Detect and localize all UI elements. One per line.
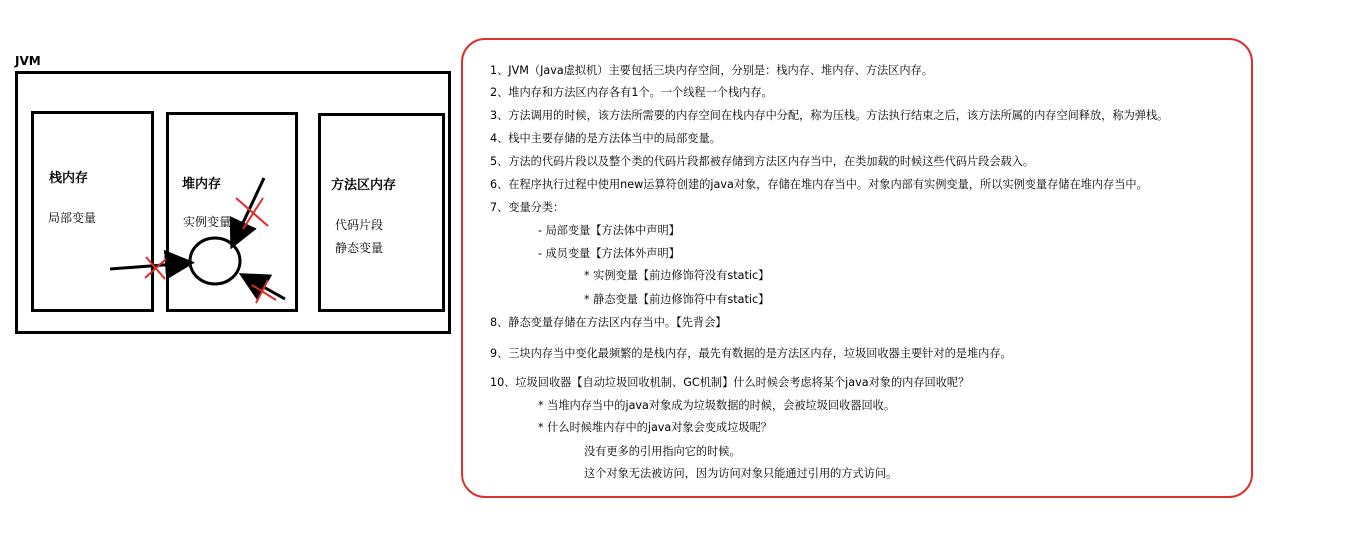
note-line-12: 8、静态变量存储在方法区内存当中。【先背会】 (490, 316, 727, 329)
note-line-8: - 局部变量【方法体中声明】 (538, 224, 680, 237)
heap-object-circle (190, 238, 240, 284)
cross-mark-left (145, 257, 166, 279)
reference-arrow-top (233, 178, 264, 244)
note-line-17: 没有更多的引用指向它的时候。 (584, 445, 741, 458)
notes-panel (461, 38, 1253, 498)
method-area-item-static: 静态变量 (335, 241, 384, 255)
note-line-11: * 静态变量【前边修饰符中有static】 (584, 293, 770, 306)
note-line-7: 7、变量分类： (490, 201, 565, 214)
note-line-4: 4、栈中主要存储的是方法体当中的局部变量。 (490, 132, 721, 145)
note-line-2: 2、堆内存和方法区内存各有1个。一个线程一个栈内存。 (490, 86, 773, 99)
reference-arrow-from-stack (110, 263, 189, 269)
heap-title: 堆内存 (182, 177, 222, 192)
method-area-title: 方法区内存 (331, 178, 397, 193)
stack-item: 局部变量 (48, 211, 97, 225)
note-line-16: * 什么时候堆内存中的java对象会变成垃圾呢？ (538, 421, 772, 434)
note-line-10: * 实例变量【前边修饰符没有static】 (584, 269, 770, 282)
note-line-9: - 成员变量【方法体外声明】 (538, 247, 680, 260)
note-line-5: 5、方法的代码片段以及整个类的代码片段都被存储到方法区内存当中，在类加载的时候这些代码片段会载入。 (490, 155, 1035, 168)
note-line-18: 这个对象无法被访问，因为访问对象只能通过引用的方式访问。 (584, 467, 898, 480)
heap-item: 实例变量 (183, 215, 232, 229)
stack-title: 栈内存 (49, 171, 89, 186)
jvm-title: JVM (15, 54, 41, 68)
note-line-1: 1、JVM（Java虚拟机）主要包括三块内存空间，分别是：栈内存、堆内存、方法区内存。 (490, 64, 933, 77)
note-line-3: 3、方法调用的时候，该方法所需要的内存空间在栈内存中分配，称为压栈。方法执行结束之后，该方法所属的内存空间释放，称为弹栈。 (490, 109, 1169, 122)
note-line-6: 6、在程序执行过程中使用new运算符创建的java对象，存储在堆内存当中。对象内部有实例变量，所以实例变量存储在堆内存当中。 (490, 178, 1148, 191)
note-line-15: * 当堆内存当中的java对象成为垃圾数据的时候，会被垃圾回收器回收。 (538, 399, 896, 412)
method-area-item-code: 代码片段 (335, 218, 384, 232)
note-line-13: 9、三块内存当中变化最频繁的是栈内存，最先有数据的是方法区内存，垃圾回收器主要针对的是堆内存。 (490, 347, 1012, 360)
note-line-14: 10、垃圾回收器【自动垃圾回收机制、GC机制】什么时候会考虑将某个java对象的内存回收呢？ (490, 376, 970, 389)
